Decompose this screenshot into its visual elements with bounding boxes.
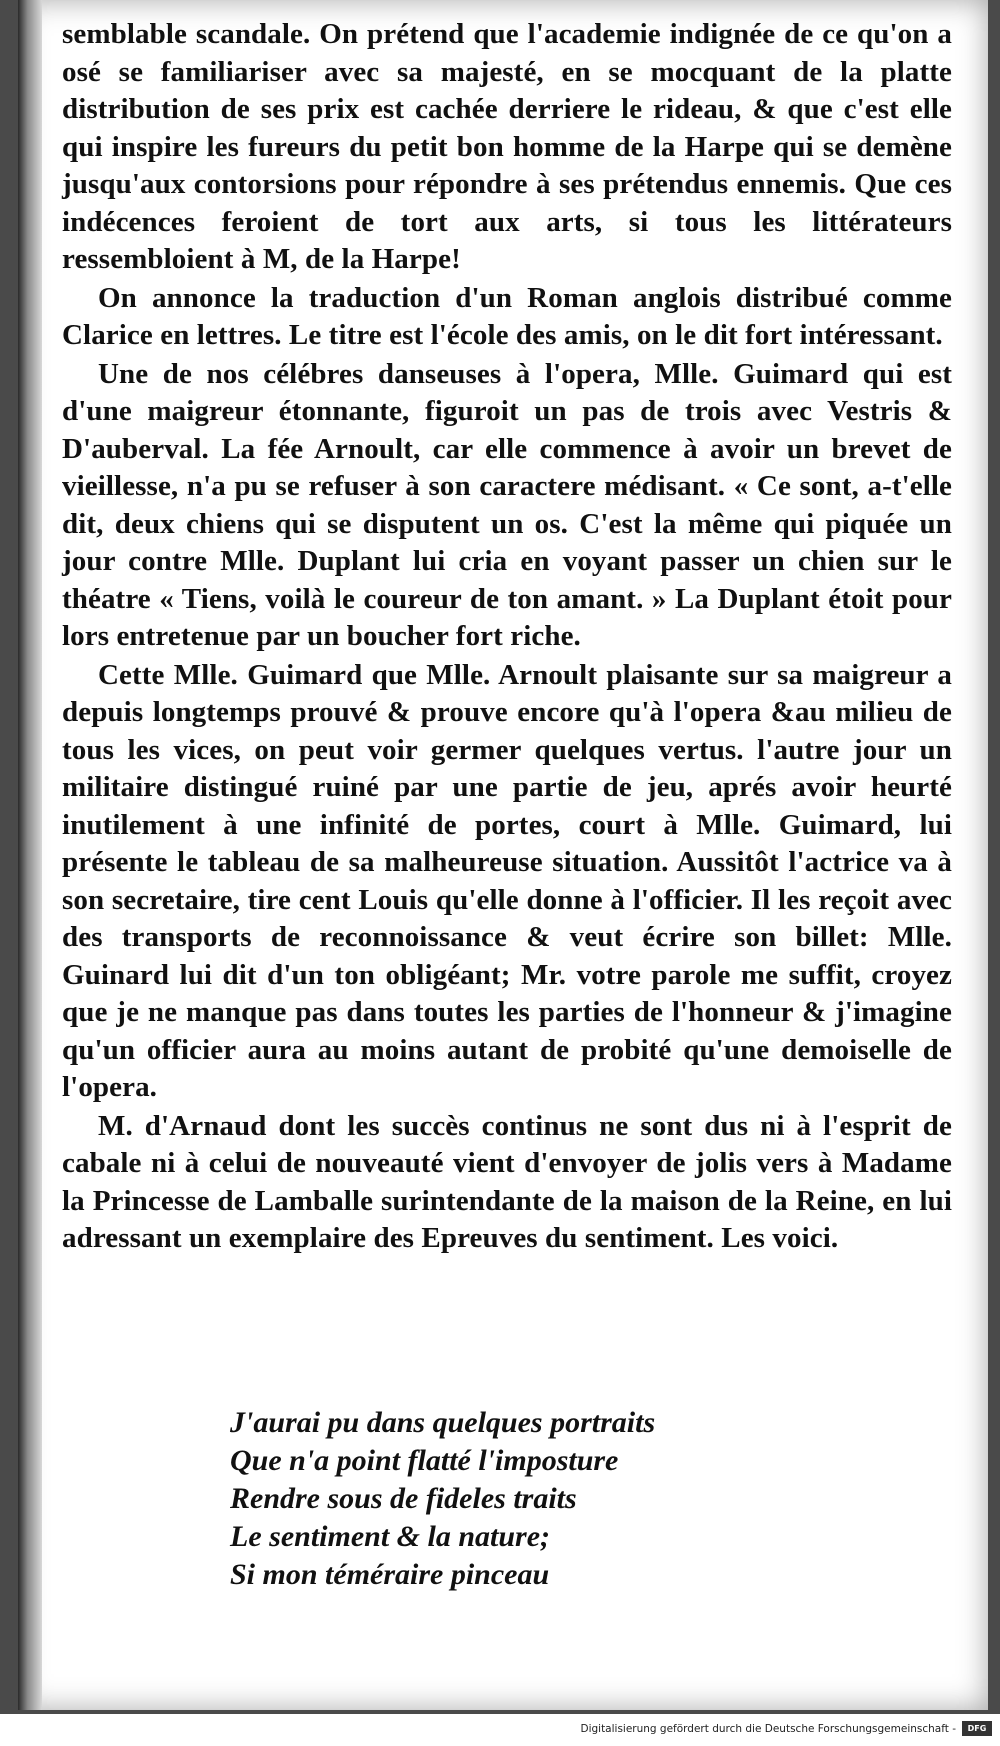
poem-line-2: Que n'a point flatté l'imposture — [230, 1444, 619, 1477]
paragraph-2: On annonce la traduction d'un Roman anglois distribué comme Clarice en lettres. Le titre est l'école des amis, on le dit fort intéressant. — [62, 281, 952, 351]
poem-line-1: J'aurai pu dans quelques portraits — [230, 1406, 656, 1439]
paragraph-1: semblable scandale. On prétend que l'academie indignée de ce qu'on a osé se familiariser avec sa majesté, en se mocquant de la platte distribution de ses prix est cachée derriere le rideau, & que c'est elle qui inspire les fureurs du petit bon homme de la Harpe qui se demène jusqu'aux contorsions pour répondre à ses prétendus ennemis. Que ces indécences feroient de tort aux arts, si tous les littérateurs ressembloient à M, de la Harpe! — [62, 18, 952, 275]
book-spine-shadow — [18, 0, 42, 1710]
dfg-logo-icon: DFG — [962, 1721, 992, 1736]
funding-credit: Digitalisierung gefördert durch die Deutsche Forschungsgemeinschaft - — [580, 1723, 956, 1735]
body-text — [62, 16, 952, 1259]
digitization-footer — [0, 1714, 1000, 1746]
paragraph-5: M. d'Arnaud dont les succès continus ne sont dus ni à l'esprit de cabale ni à celui de nouveauté vient d'envoyer de jolis vers à Madame la Princesse de Lamballe surintendante de la maison de la Reine, en lui adressant un exemplaire des Epreuves du sentiment. Les voici. — [62, 1109, 952, 1254]
paragraph-4: Cette Mlle. Guimard que Mlle. Arnoult plaisante sur sa maigreur a depuis longtemps prouvé & prouve encore qu'à l'opera &au milieu de tous les vices, on peut voir germer quelques vertus. l'autre jour un militaire distingué ruiné par une partie de jeu, aprés avoir heurté inutilement à une infinité de portes, court à Mlle. Guimard, lui présente le tableau de sa malheureuse situation. Aussitôt l'actrice va à son secretaire, tire cent Louis qu'elle donne à l'officier. Il les reçoit avec des transports de reconnoissance & veut écrire son billet: Mlle. Guinard lui dit d'un ton obligéant; Mr. votre parole me suffit, croyez que je ne manque pas dans toutes les parties de l'honneur & j'imagine qu'un officier aura au moins autant de probité qu'une demoiselle de l'opera. — [62, 658, 952, 1103]
poem-line-3: Rendre sous de fideles traits — [230, 1482, 577, 1515]
paragraph-3: Une de nos célébres danseuses à l'opera, Mlle. Guimard qui est d'une maigreur étonnante, figuroit un pas de trois avec Vestris & D'auberval. La fée Arnoult, car elle commence à avoir un brevet de vieillesse, n'a pu se refuser à son caractere médisant. « Ce sont, a-t'elle dit, deux chiens qui se disputent un os. C'est la même qui piquée un jour contre Mlle. Duplant lui cria en voyant passer un chien sur le théatre « Tiens, voilà le coureur de ton amant. » La Duplant étoit pour lors entretenue par un boucher fort riche. — [62, 357, 952, 652]
poem — [230, 1404, 790, 1594]
poem-line-4: Le sentiment & la nature; — [230, 1520, 551, 1553]
scanned-page — [18, 0, 988, 1710]
poem-line-5: Si mon téméraire pinceau — [230, 1558, 550, 1591]
